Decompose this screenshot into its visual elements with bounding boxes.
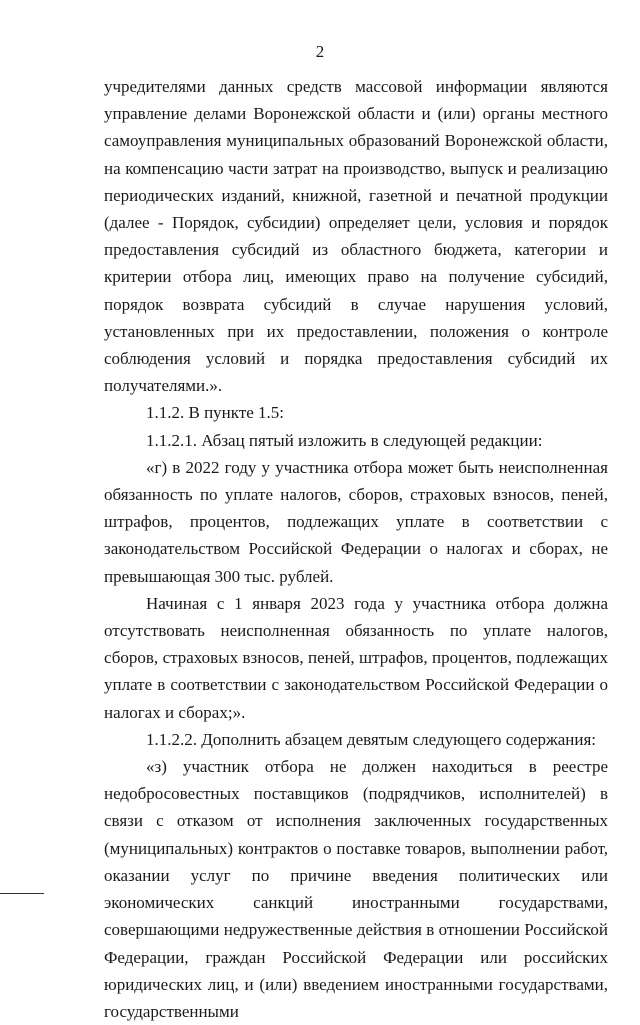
paragraph-5: Начиная с 1 января 2023 года у участника отбора должна отсутствовать неисполненная обязанность по уплате налогов, сборов, страховых взносов, пеней, штрафов, процентов, подлежащих уплате в соответствии с законодательством Российской Федерации о налогах и сборах;». xyxy=(104,593,608,722)
document-body xyxy=(104,73,608,1025)
paragraph-2: 1.1.2. В пункте 1.5: xyxy=(146,403,285,423)
paragraph-6: 1.1.2.2. Дополнить абзацем девятым следующего содержания: xyxy=(146,729,597,749)
paragraph-1: учредителями данных средств массовой информации являются управление делами Воронежской области и (или) органы местного самоуправления муниципальных образований Воронежской области, на компенсацию части затрат на производство, выпуск и реализацию периодических изданий, книжной, газетной и печатной продукции (далее - Порядок, субсидии) определяет цели, условия и порядок предоставления субсидий из областного бюджета, категории и критерии отбора лиц, имеющих право на получение субсидий, порядок возврата субсидий в случае нарушения условий, установленных при их предоставлении, положения о контроле соблюдения условий и порядка предоставления субсидий их получателями.». xyxy=(104,77,608,396)
page-number: 2 xyxy=(315,42,325,61)
paragraph-3: 1.1.2.1. Абзац пятый изложить в следующей редакции: xyxy=(146,430,543,450)
paragraph-7: «з) участник отбора не должен находиться в реестре недобросовестных поставщиков (подрядчиков, исполнителей) в связи с отказом от исполнения заключенных государственных (муниципальных) контрактов о поставке товаров, выполнении работ, оказании услуг по причине введения политических или экономических санкций иностранными государствами, совершающими недружественные действия в отношении Российской Федерации, граждан Российской Федерации или российских юридических лиц, и (или) введением иностранными государствами, государственными xyxy=(104,757,608,1021)
paragraph-4: «г) в 2022 году у участника отбора может быть неисполненная обязанность по уплате налогов, сборов, страховых взносов, пеней, штрафов, процентов, подлежащих уплате в соответствии с законодательством Российской Федерации о налогах и сборах, не превышающая 300 тыс. рублей. xyxy=(104,457,608,586)
footnote-separator xyxy=(0,893,44,894)
